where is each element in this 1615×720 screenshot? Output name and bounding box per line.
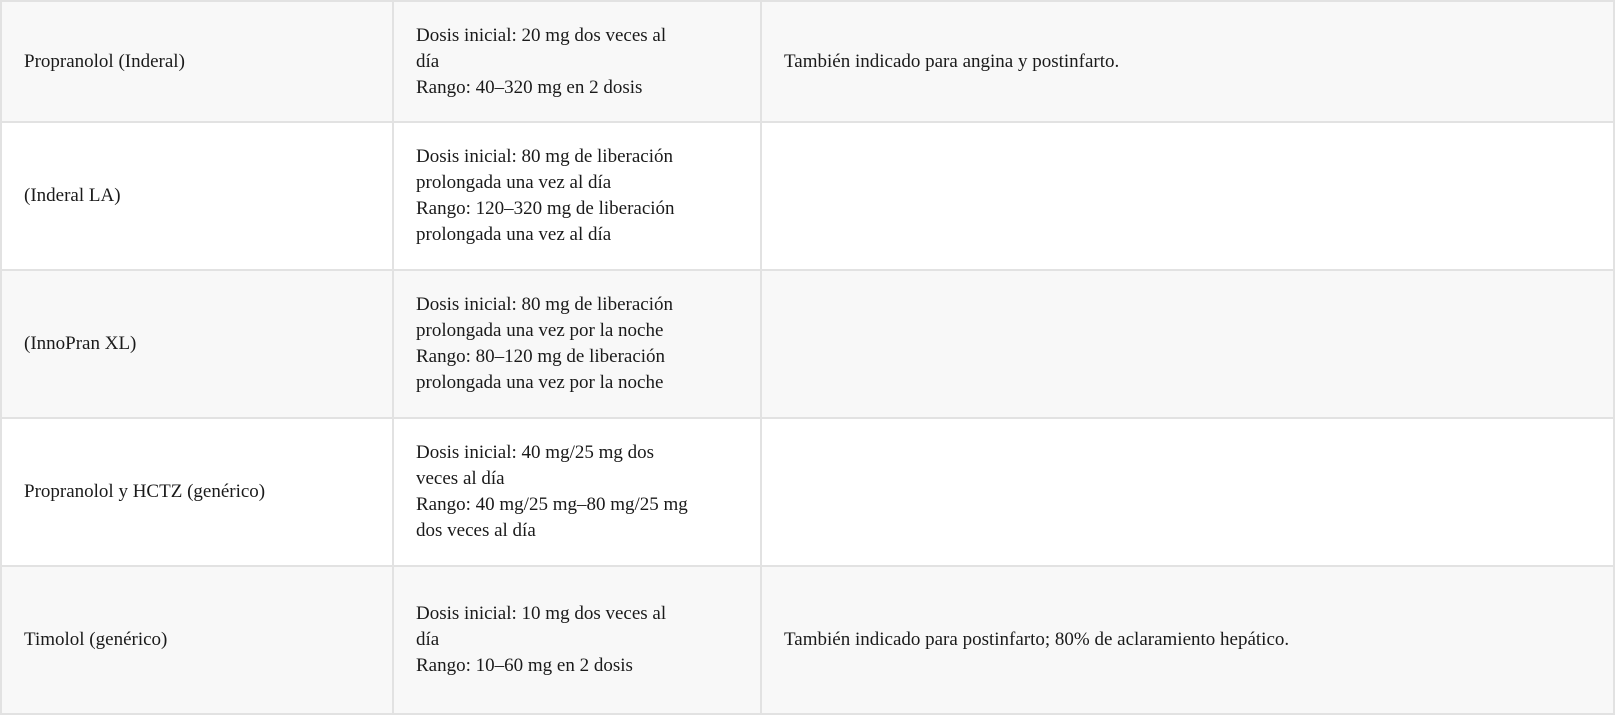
notes-cell [761,418,1614,566]
dose-line: Dosis inicial: 40 mg/25 mg dos [416,442,655,463]
dose-line: dos veces al día [416,520,536,541]
table-row [1,270,1614,418]
dose-line: Rango: 80–120 mg de liberación [416,346,666,367]
dose-line: prolongada una vez por la noche [416,320,664,341]
table-row [1,122,1614,270]
dose-line: veces al día [416,468,505,489]
table-row [1,566,1614,714]
dose-line: día [416,50,440,72]
dose-cell [393,122,761,270]
dose-line: día [416,629,440,650]
dose-line: Rango: 40–320 mg en 2 dosis [416,76,643,98]
drug-name-cell: (Inderal LA) [1,122,393,270]
drug-name-cell: (InnoPran XL) [1,270,393,418]
dose-line: Rango: 120–320 mg de liberación [416,198,675,219]
drug-name-cell: Propranolol (Inderal) [1,1,393,122]
dose-cell [393,566,761,714]
dose-cell [393,270,761,418]
notes-cell: También indicado para postinfarto; 80% de aclaramiento hepático. [761,566,1614,714]
dose-line: Dosis inicial: 80 mg de liberación [416,294,673,315]
table-row [1,1,1614,122]
drug-name-cell: Timolol (genérico) [1,566,393,714]
table-row [1,418,1614,566]
dose-line: Dosis inicial: 10 mg dos veces al [416,603,667,624]
dose-line: Rango: 40 mg/25 mg–80 mg/25 mg [416,494,688,515]
notes-cell: También indicado para angina y postinfarto. [761,1,1614,122]
notes-cell [761,270,1614,418]
dose-line: prolongada una vez por la noche [416,372,664,393]
dose-cell [393,1,761,122]
dose-line: Dosis inicial: 80 mg de liberación [416,146,673,167]
dose-line: prolongada una vez al día [416,172,612,193]
dose-line: prolongada una vez al día [416,224,612,245]
drug-name-cell: Propranolol y HCTZ (genérico) [1,418,393,566]
notes-cell [761,122,1614,270]
dose-line: Dosis inicial: 20 mg dos veces al [416,24,667,46]
dose-cell [393,418,761,566]
dose-line: Rango: 10–60 mg en 2 dosis [416,655,633,676]
